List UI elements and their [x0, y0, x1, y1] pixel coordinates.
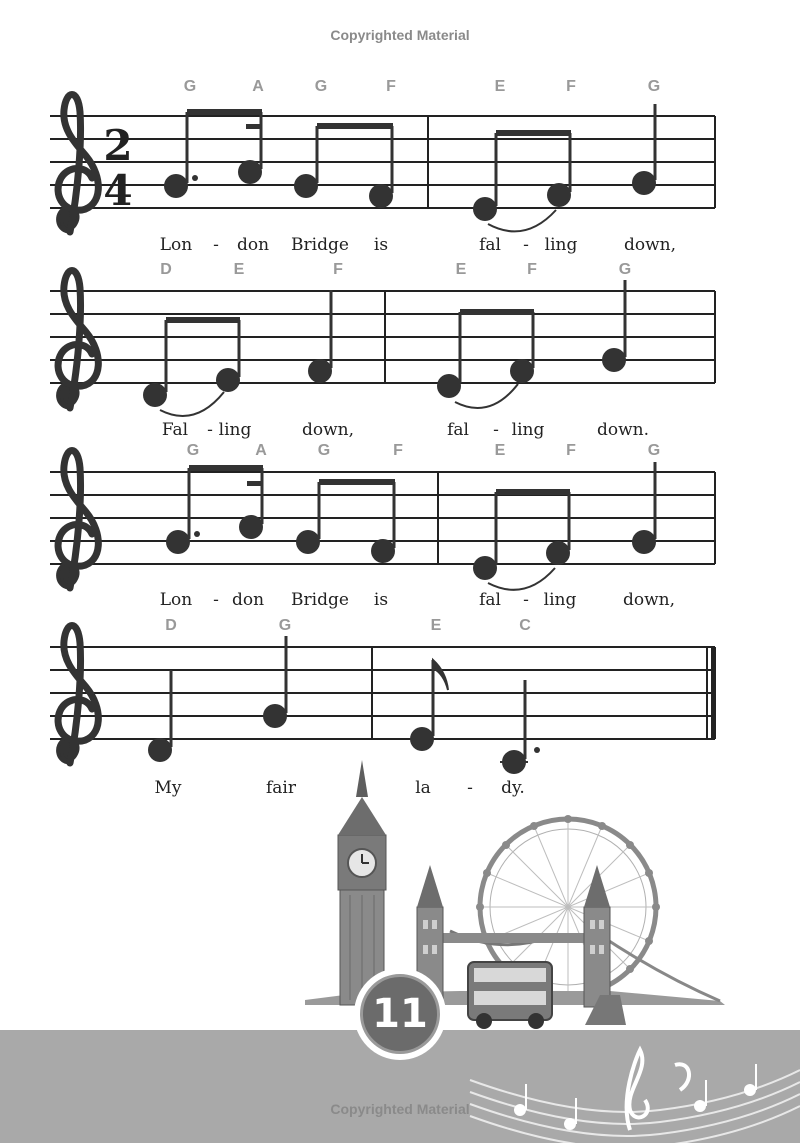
note-name: G	[278, 617, 292, 634]
note-name: E	[430, 617, 442, 634]
header-copyright: Copyrighted Material	[330, 27, 470, 43]
lyric: down,	[622, 590, 676, 610]
lyric: fal	[479, 590, 501, 610]
lyric: Lon	[159, 590, 193, 610]
note-name: G	[314, 78, 328, 95]
lyric: down.	[596, 420, 650, 440]
lyric: -	[207, 420, 213, 440]
note-name: D	[160, 261, 172, 278]
lyric: don	[236, 235, 270, 255]
lyric: -	[523, 235, 529, 255]
lyric: don	[231, 590, 265, 610]
page-number: 11	[360, 974, 440, 1054]
page-number-badge	[354, 968, 446, 1060]
lyric: is	[373, 590, 389, 610]
lyric: My	[154, 778, 182, 798]
footer-copyright: Copyrighted Material	[330, 1101, 470, 1117]
note-name: F	[527, 261, 537, 278]
note-name: G	[647, 442, 661, 459]
music-notes-decoration	[460, 1040, 800, 1143]
lyric: ling	[218, 420, 252, 440]
lyric: dy.	[501, 778, 525, 798]
time-signature-top: 2	[103, 121, 133, 170]
note-name: G	[317, 442, 331, 459]
note-name: C	[519, 617, 531, 634]
note-name: F	[333, 261, 343, 278]
note-name: A	[255, 442, 267, 459]
note-name: G	[186, 442, 200, 459]
big-ben-icon	[338, 760, 386, 1005]
system-1	[50, 78, 715, 255]
lyric: ling	[544, 235, 578, 255]
note-name: E	[494, 78, 506, 95]
lyric: ling	[511, 420, 545, 440]
lyric: la	[415, 778, 431, 798]
note-name: F	[393, 442, 403, 459]
lyric: Lon	[159, 235, 193, 255]
lyric: down,	[301, 420, 355, 440]
lyric: Bridge	[291, 235, 349, 255]
note-name: F	[566, 78, 576, 95]
note-name: F	[566, 442, 576, 459]
note-name: G	[647, 78, 661, 95]
lyric: -	[213, 590, 219, 610]
lyric: fal	[447, 420, 469, 440]
system-3	[50, 442, 715, 610]
lyric: fal	[479, 235, 501, 255]
note-name: G	[183, 78, 197, 95]
lyric: Bridge	[291, 590, 349, 610]
note-name: D	[165, 617, 177, 634]
note-name: E	[455, 261, 467, 278]
lyric: down,	[623, 235, 677, 255]
note-name: E	[233, 261, 245, 278]
lyric: Fal	[161, 420, 189, 440]
lyric: is	[373, 235, 389, 255]
note-name: G	[618, 261, 632, 278]
bus-icon	[468, 962, 552, 1029]
system-2	[50, 261, 715, 440]
note-name: F	[386, 78, 396, 95]
lyric: -	[523, 590, 529, 610]
note-name: E	[494, 442, 506, 459]
note-name: A	[252, 78, 264, 95]
lyric: ling	[543, 590, 577, 610]
time-signature-bottom: 4	[103, 166, 133, 215]
lyric: -	[467, 778, 473, 798]
lyric: -	[213, 235, 219, 255]
lyric: -	[493, 420, 499, 440]
lyric: fair	[266, 778, 296, 798]
